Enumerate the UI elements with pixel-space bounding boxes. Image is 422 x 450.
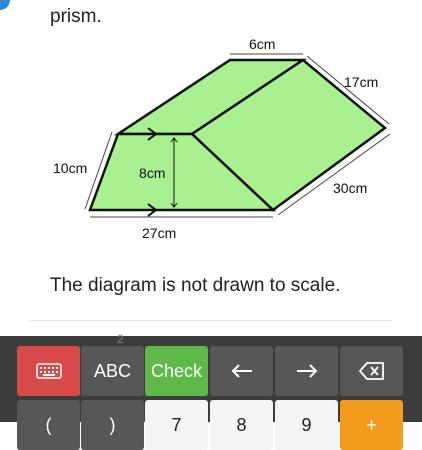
- arrow-right-icon: [295, 363, 319, 379]
- check-button[interactable]: Check: [145, 346, 208, 396]
- abc-key[interactable]: ABC: [81, 346, 144, 396]
- backspace-key[interactable]: [340, 346, 403, 396]
- key-9[interactable]: 9: [275, 400, 338, 450]
- divider: [30, 320, 392, 321]
- right-arrow-key[interactable]: [275, 346, 338, 396]
- backspace-icon: [359, 362, 385, 380]
- label-height: 8cm: [139, 165, 166, 181]
- label-side-length: 17cm: [344, 74, 379, 90]
- label-left-slant: 10cm: [53, 160, 88, 176]
- arrow-left-icon: [230, 363, 254, 379]
- close-paren-key[interactable]: ): [81, 400, 144, 450]
- math-keyboard: [0, 332, 422, 435]
- open-paren-key[interactable]: (: [17, 400, 80, 450]
- label-base: 27cm: [142, 225, 177, 241]
- key-7[interactable]: 7: [145, 400, 208, 450]
- keyboard-toggle-button[interactable]: [17, 346, 80, 396]
- peek-digit: 2: [117, 332, 124, 346]
- keyboard-icon: [36, 363, 62, 379]
- label-top-width: 6cm: [249, 36, 276, 52]
- scale-note: The diagram is not drawn to scale.: [50, 275, 341, 296]
- key-8[interactable]: 8: [210, 400, 273, 450]
- question-text-fragment: prism.: [50, 6, 102, 27]
- label-depth: 30cm: [333, 180, 368, 196]
- left-arrow-key[interactable]: [210, 346, 273, 396]
- plus-key[interactable]: +: [340, 400, 403, 450]
